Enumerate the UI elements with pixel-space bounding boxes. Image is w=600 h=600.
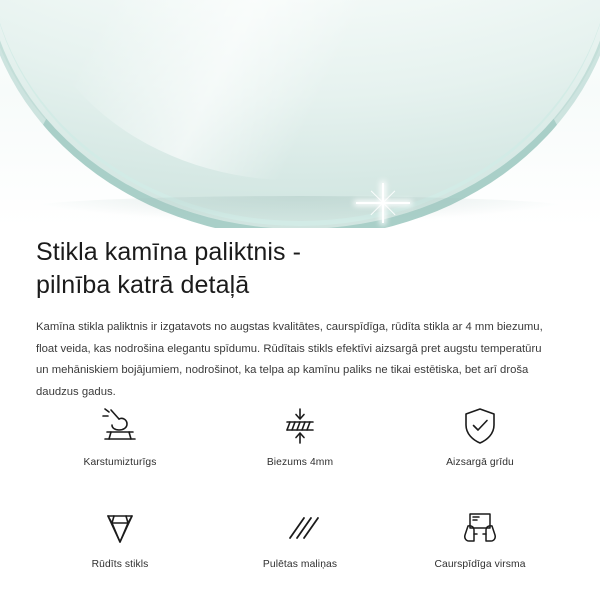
feature-label: Pulētas maliņas	[262, 559, 338, 570]
glass-drop-shadow	[20, 196, 580, 222]
thickness-4mm-icon	[277, 404, 323, 448]
feature-label: Biezums 4mm	[266, 457, 334, 468]
feature-grid	[30, 404, 570, 570]
feature-item-heat-resistant	[30, 404, 210, 468]
feature-item-floor-protection	[390, 404, 570, 468]
feature-item-tempered-glass	[30, 506, 210, 570]
product-description: Kamīna stikla paliktnis ir izgatavots no augstas kvalitātes, caurspīdīga, rūdīta stikla ar 4 mm biezumu, float veida, kas nodrošina elegantu spīdumu. Rūdītais stikls efektīvi aizsargā pret augstu temperatūru un mehāniskiem bojājumiem, nodrošinot, ka telpa ap kamīnu paliks ne tikai estētiska, bet arī droša daudzus gadus.	[36, 321, 543, 399]
content-block	[36, 236, 564, 404]
page-title-line1: Stikla kamīna paliktnis -	[36, 238, 302, 266]
heat-resistant-icon	[97, 404, 143, 448]
tempered-glass-diamond-icon	[98, 506, 142, 550]
feature-label: Karstumizturīgs	[83, 457, 157, 468]
page-title-line2: pilnība katrā detaļā	[36, 270, 250, 299]
hero-image	[0, 0, 600, 228]
feature-item-polished-edges	[210, 506, 390, 570]
feature-item-thickness	[210, 404, 390, 468]
feature-label: Rūdīts stikls	[91, 559, 149, 570]
feature-item-transparent-surface	[390, 506, 570, 570]
feature-label: Aizsargā grīdu	[446, 457, 514, 468]
polished-edges-icon	[278, 506, 322, 550]
transparent-surface-hands-icon	[457, 506, 503, 550]
feature-label: Caurspīdīga virsma	[434, 559, 526, 570]
floor-protection-shield-icon	[459, 404, 501, 448]
page-title	[36, 236, 564, 301]
